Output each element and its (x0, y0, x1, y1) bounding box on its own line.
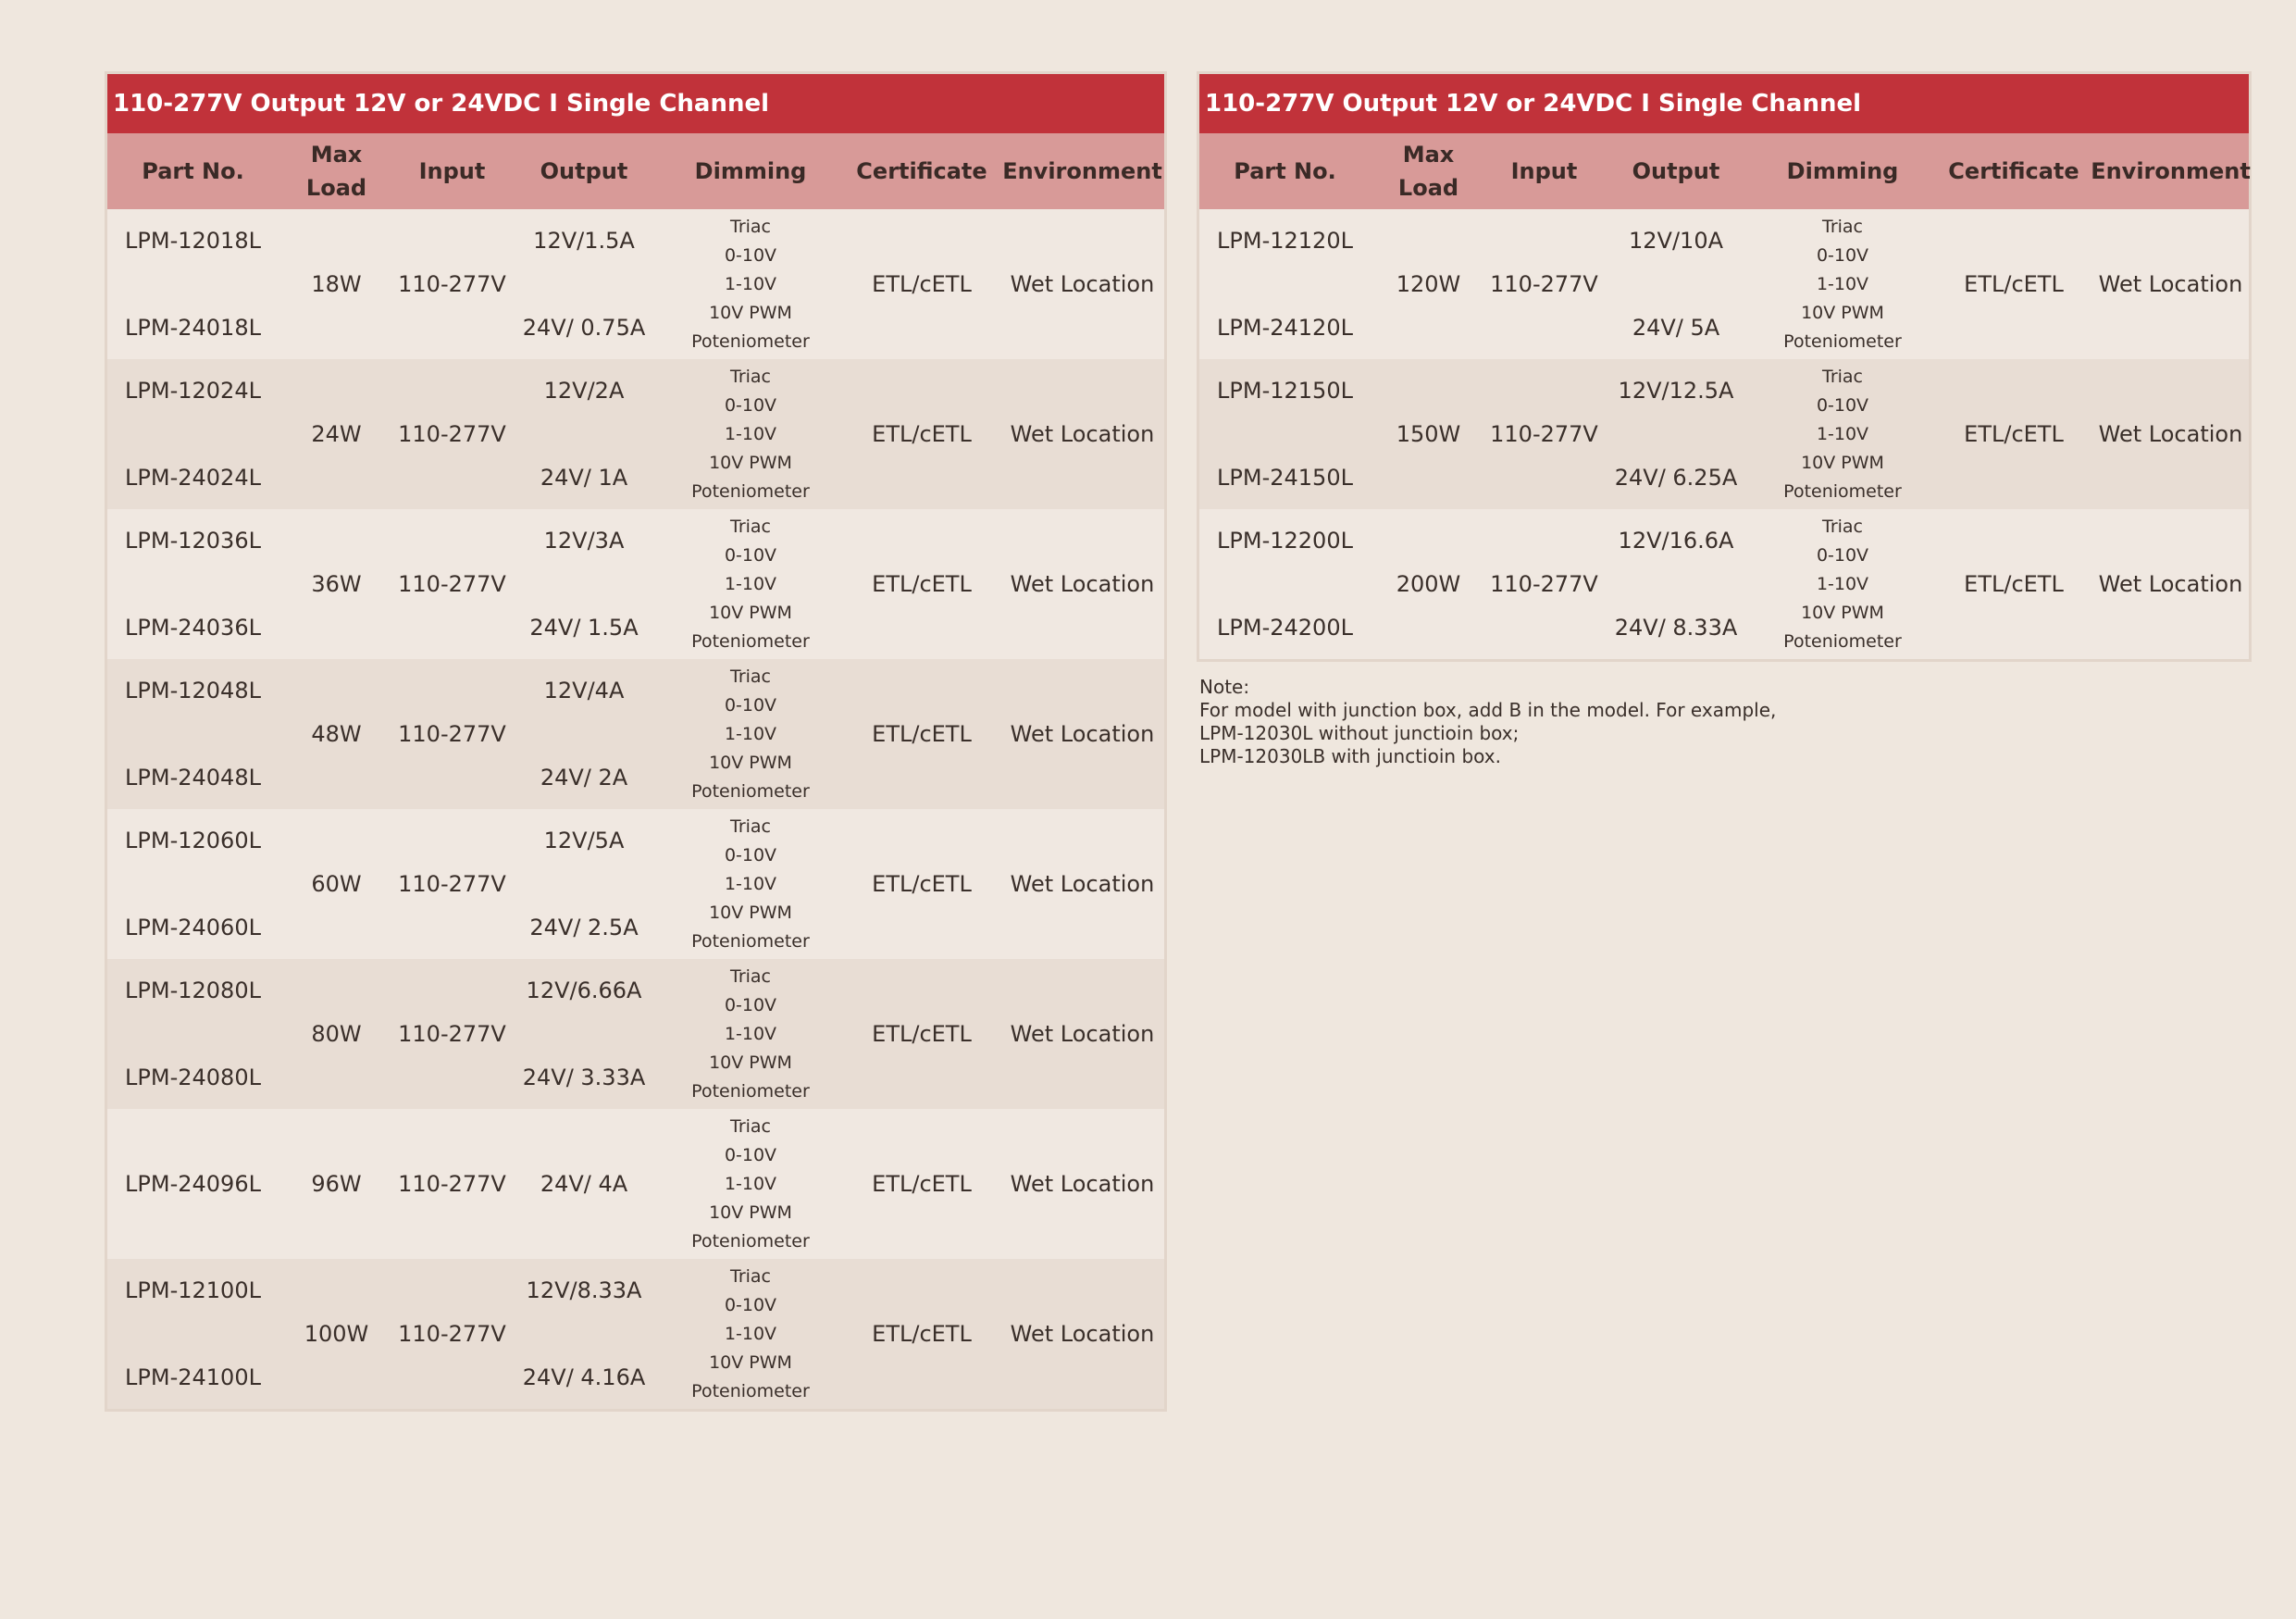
note-line: LPM-12030L without junctioin box; (1199, 722, 1520, 744)
output-value: 24V/ 3.33A (522, 1065, 646, 1090)
output-cell (510, 959, 658, 1109)
header-max-load-line1: Max (1402, 142, 1455, 168)
table-row (1199, 509, 2249, 659)
output-value: 12V/16.6A (1618, 528, 1734, 554)
dimming-option: 1-10V (1816, 273, 1869, 294)
table-row (107, 509, 1164, 659)
input-value: 110-277V (1490, 571, 1598, 597)
output-cell (510, 1109, 658, 1259)
output-value: 24V/ 1A (540, 465, 628, 491)
environment-value: Wet Location (2098, 271, 2243, 297)
header-certificate: Certificate (856, 158, 987, 184)
header-output: Output (540, 158, 628, 184)
table-body (1199, 209, 2249, 659)
certificate-cell (843, 659, 1000, 809)
max-load-cell (279, 959, 394, 1109)
environment-cell (1000, 1259, 1164, 1409)
output-cell (510, 209, 658, 359)
note-label: Note: (1199, 676, 1250, 698)
dimming-cell (1750, 359, 1935, 509)
certificate-value: ETL/cETL (872, 1171, 972, 1197)
output-value: 12V/10A (1629, 228, 1723, 254)
output-value: 24V/ 2A (540, 765, 628, 791)
output-value: 12V/12.5A (1618, 378, 1734, 404)
input-cell (394, 959, 510, 1109)
environment-value: Wet Location (1010, 721, 1155, 747)
dimming-cell (658, 359, 843, 509)
part-number: LPM-24096L (125, 1171, 261, 1197)
certificate-value: ETL/cETL (872, 721, 972, 747)
dimming-option: 1-10V (724, 573, 777, 594)
input-cell (394, 209, 510, 359)
input-cell (394, 1109, 510, 1259)
output-value: 12V/5A (543, 828, 625, 853)
output-value: 12V/3A (543, 528, 625, 554)
max-load-cell (279, 359, 394, 509)
output-value: 12V/8.33A (526, 1277, 642, 1303)
table-row (107, 809, 1164, 959)
header-environment: Environment (1002, 158, 1162, 184)
certificate-cell (843, 209, 1000, 359)
dimming-option: 10V PWM (709, 1052, 792, 1073)
environment-value: Wet Location (1010, 1171, 1155, 1197)
dimming-option: Triac (730, 1116, 771, 1138)
dimming-option: 0-10V (1816, 395, 1869, 417)
dimming-option: Triac (1822, 517, 1863, 538)
note-line: LPM-12030LB with junctioin box. (1199, 745, 1501, 767)
part-number-cell (1199, 359, 1371, 509)
output-cell (510, 1259, 658, 1409)
part-number-cell (107, 509, 279, 659)
dimming-option: Poteniometer (1783, 630, 1902, 652)
certificate-value: ETL/cETL (872, 421, 972, 447)
environment-cell (1000, 509, 1164, 659)
max-load-value: 18W (311, 271, 362, 297)
part-number: LPM-24048L (125, 765, 261, 791)
part-number: LPM-24120L (1217, 315, 1353, 341)
dimming-option: 1-10V (724, 273, 777, 294)
output-value: 12V/6.66A (526, 978, 642, 1003)
dimming-option: Poteniometer (691, 1380, 810, 1401)
environment-cell (1000, 359, 1164, 509)
dimming-cell (658, 659, 843, 809)
header-max-load-line2: Load (1397, 175, 1459, 201)
part-number-cell (1199, 209, 1371, 359)
output-value: 12V/2A (543, 378, 625, 404)
part-number: LPM-24100L (125, 1364, 261, 1390)
max-load-cell (279, 659, 394, 809)
environment-cell (1000, 209, 1164, 359)
max-load-value: 48W (311, 721, 362, 747)
dimming-option: 1-10V (724, 423, 777, 444)
environment-value: Wet Location (1010, 1021, 1155, 1047)
max-load-value: 200W (1396, 571, 1461, 597)
dimming-option: Triac (730, 666, 771, 688)
input-cell (394, 659, 510, 809)
certificate-value: ETL/cETL (1964, 571, 2064, 597)
output-value: 24V/ 2.5A (529, 915, 639, 940)
header-part-no: Part No. (1234, 158, 1336, 184)
dimming-option: Poteniometer (691, 780, 810, 802)
dimming-cell (658, 509, 843, 659)
environment-value: Wet Location (1010, 1321, 1155, 1347)
dimming-option: Poteniometer (1783, 330, 1902, 352)
dimming-cell (658, 809, 843, 959)
header-max-load-line2: Load (305, 175, 367, 201)
dimming-option: 10V PWM (709, 302, 792, 323)
part-number: LPM-24018L (125, 315, 261, 341)
environment-cell (2092, 509, 2249, 659)
certificate-value: ETL/cETL (1964, 421, 2064, 447)
dimming-option: Poteniometer (691, 480, 810, 502)
certificate-cell (843, 809, 1000, 959)
dimming-option: 10V PWM (709, 602, 792, 623)
output-value: 24V/ 5A (1632, 315, 1720, 341)
input-value: 110-277V (398, 421, 506, 447)
dimming-option: 10V PWM (709, 452, 792, 473)
table-title: 110-277V Output 12V or 24VDC I Single Channel (107, 74, 1164, 133)
part-number-cell (107, 1109, 279, 1259)
certificate-value: ETL/cETL (872, 571, 972, 597)
right-spec-table (1199, 74, 2249, 659)
header-max-load (1371, 138, 1486, 205)
max-load-value: 24W (311, 421, 362, 447)
output-value: 12V/4A (543, 678, 625, 704)
note-line: For model with junction box, add B in the model. For example, (1199, 699, 1777, 721)
dimming-option: 10V PWM (709, 752, 792, 773)
environment-value: Wet Location (2098, 421, 2243, 447)
dimming-option: 0-10V (724, 845, 777, 866)
part-number: LPM-24024L (125, 465, 261, 491)
part-number: LPM-12120L (1217, 228, 1353, 254)
environment-value: Wet Location (1010, 421, 1155, 447)
dimming-option: 0-10V (724, 245, 777, 267)
output-cell (510, 359, 658, 509)
part-number: LPM-12150L (1217, 378, 1353, 404)
max-load-value: 36W (311, 571, 362, 597)
dimming-cell (1750, 509, 1935, 659)
input-cell (1486, 509, 1602, 659)
max-load-cell (1371, 209, 1486, 359)
certificate-cell (843, 1109, 1000, 1259)
dimming-cell (658, 959, 843, 1109)
dimming-option: 0-10V (724, 995, 777, 1016)
input-value: 110-277V (1490, 421, 1598, 447)
input-value: 110-277V (398, 271, 506, 297)
dimming-option: 0-10V (1816, 245, 1869, 267)
dimming-option: 1-10V (724, 1323, 777, 1344)
max-load-cell (279, 209, 394, 359)
input-cell (394, 359, 510, 509)
part-number-cell (1199, 509, 1371, 659)
header-input: Input (1510, 158, 1578, 184)
dimming-option: Triac (730, 367, 771, 388)
dimming-option: 0-10V (724, 545, 777, 567)
dimming-option: 1-10V (724, 1173, 777, 1194)
environment-cell (2092, 359, 2249, 509)
certificate-value: ETL/cETL (872, 871, 972, 897)
header-dimming: Dimming (694, 158, 807, 184)
table-header-row (1199, 133, 2249, 209)
dimming-option: 10V PWM (1801, 452, 1884, 473)
table-title: 110-277V Output 12V or 24VDC I Single Channel (1199, 74, 2249, 133)
output-cell (510, 509, 658, 659)
environment-cell (1000, 1109, 1164, 1259)
part-number-cell (107, 809, 279, 959)
table-row (107, 959, 1164, 1109)
output-cell (1602, 359, 1750, 509)
input-value: 110-277V (398, 871, 506, 897)
environment-cell (1000, 959, 1164, 1109)
dimming-option: 1-10V (724, 873, 777, 894)
part-number: LPM-12060L (125, 828, 261, 853)
max-load-value: 96W (311, 1171, 362, 1197)
dimming-option: 0-10V (724, 1295, 777, 1316)
certificate-cell (843, 509, 1000, 659)
environment-value: Wet Location (1010, 571, 1155, 597)
certificate-cell (843, 1259, 1000, 1409)
table-header-row (107, 133, 1164, 209)
max-load-cell (1371, 509, 1486, 659)
output-value: 24V/ 8.33A (1614, 615, 1738, 641)
environment-value: Wet Location (1010, 871, 1155, 897)
dimming-option: 0-10V (1816, 545, 1869, 567)
dimming-option: Poteniometer (691, 1230, 810, 1252)
header-environment: Environment (2091, 158, 2251, 184)
dimming-option: 0-10V (724, 695, 777, 716)
dimming-cell (1750, 209, 1935, 359)
table-row (1199, 359, 2249, 509)
dimming-option: Triac (730, 517, 771, 538)
dimming-option: 10V PWM (709, 902, 792, 923)
dimming-option: 10V PWM (1801, 602, 1884, 623)
certificate-value: ETL/cETL (872, 271, 972, 297)
dimming-option: Poteniometer (691, 930, 810, 952)
input-cell (394, 509, 510, 659)
environment-cell (1000, 659, 1164, 809)
dimming-cell (658, 1259, 843, 1409)
dimming-option: Triac (1822, 217, 1863, 238)
part-number-cell (107, 659, 279, 809)
output-value: 24V/ 6.25A (1614, 465, 1738, 491)
table-row (107, 359, 1164, 509)
dimming-option: 10V PWM (709, 1351, 792, 1373)
table-row (1199, 209, 2249, 359)
dimming-option: Triac (730, 816, 771, 838)
table-row (107, 209, 1164, 359)
dimming-option: 1-10V (1816, 423, 1869, 444)
dimming-option: 0-10V (724, 395, 777, 417)
header-part-no: Part No. (142, 158, 244, 184)
input-cell (1486, 359, 1602, 509)
part-number-cell (107, 959, 279, 1109)
output-value: 12V/1.5A (533, 228, 635, 254)
part-number: LPM-24036L (125, 615, 261, 641)
dimming-option: 1-10V (724, 1023, 777, 1044)
dimming-option: Poteniometer (691, 1080, 810, 1102)
input-value: 110-277V (398, 571, 506, 597)
certificate-cell (1935, 509, 2092, 659)
header-input: Input (418, 158, 486, 184)
output-cell (510, 809, 658, 959)
environment-value: Wet Location (2098, 571, 2243, 597)
table-row (107, 1259, 1164, 1409)
dimming-option: Triac (730, 217, 771, 238)
part-number: LPM-12018L (125, 228, 261, 254)
part-number-cell (107, 209, 279, 359)
header-max-load (279, 138, 394, 205)
input-value: 110-277V (398, 1171, 506, 1197)
output-cell (1602, 509, 1750, 659)
dimming-option: 10V PWM (1801, 302, 1884, 323)
header-certificate: Certificate (1948, 158, 2079, 184)
header-dimming: Dimming (1786, 158, 1899, 184)
header-max-load-line1: Max (310, 142, 363, 168)
part-number-cell (107, 1259, 279, 1409)
input-value: 110-277V (398, 1021, 506, 1047)
part-number: LPM-12080L (125, 978, 261, 1003)
certificate-cell (1935, 209, 2092, 359)
certificate-cell (843, 359, 1000, 509)
note-block (1199, 676, 1847, 768)
part-number: LPM-12200L (1217, 528, 1353, 554)
part-number: LPM-24150L (1217, 465, 1353, 491)
dimming-option: Poteniometer (691, 630, 810, 652)
dimming-option: 0-10V (724, 1145, 777, 1166)
output-value: 24V/ 0.75A (522, 315, 646, 341)
dimming-option: 1-10V (724, 723, 777, 744)
environment-value: Wet Location (1010, 271, 1155, 297)
part-number: LPM-24060L (125, 915, 261, 940)
certificate-value: ETL/cETL (1964, 271, 2064, 297)
table-body (107, 209, 1164, 1409)
left-spec-table (107, 74, 1164, 1409)
input-cell (394, 809, 510, 959)
output-value: 24V/ 4.16A (522, 1364, 646, 1390)
dimming-option: Triac (730, 1266, 771, 1288)
table-row (107, 659, 1164, 809)
certificate-value: ETL/cETL (872, 1021, 972, 1047)
max-load-value: 150W (1396, 421, 1461, 447)
dimming-option: Poteniometer (691, 330, 810, 352)
max-load-value: 120W (1396, 271, 1461, 297)
dimming-option: 10V PWM (709, 1202, 792, 1223)
environment-cell (2092, 209, 2249, 359)
max-load-cell (279, 509, 394, 659)
input-cell (1486, 209, 1602, 359)
part-number: LPM-12024L (125, 378, 261, 404)
certificate-cell (1935, 359, 2092, 509)
input-cell (394, 1259, 510, 1409)
dimming-option: Poteniometer (1783, 480, 1902, 502)
certificate-cell (843, 959, 1000, 1109)
max-load-value: 60W (311, 871, 362, 897)
part-number: LPM-24200L (1217, 615, 1353, 641)
dimming-cell (658, 1109, 843, 1259)
header-output: Output (1632, 158, 1720, 184)
dimming-option: 1-10V (1816, 573, 1869, 594)
environment-cell (1000, 809, 1164, 959)
output-value: 24V/ 1.5A (529, 615, 639, 641)
dimming-cell (658, 209, 843, 359)
part-number: LPM-24080L (125, 1065, 261, 1090)
output-cell (1602, 209, 1750, 359)
max-load-value: 80W (311, 1021, 362, 1047)
input-value: 110-277V (398, 1321, 506, 1347)
part-number: LPM-12100L (125, 1277, 261, 1303)
max-load-cell (1371, 359, 1486, 509)
input-value: 110-277V (398, 721, 506, 747)
part-number: LPM-12048L (125, 678, 261, 704)
max-load-cell (279, 809, 394, 959)
table-row (107, 1109, 1164, 1259)
input-value: 110-277V (1490, 271, 1598, 297)
output-cell (510, 659, 658, 809)
max-load-cell (279, 1259, 394, 1409)
max-load-value: 100W (304, 1321, 369, 1347)
max-load-cell (279, 1109, 394, 1259)
output-value: 24V/ 4A (540, 1171, 628, 1197)
dimming-option: Triac (1822, 367, 1863, 388)
part-number: LPM-12036L (125, 528, 261, 554)
certificate-value: ETL/cETL (872, 1321, 972, 1347)
dimming-option: Triac (730, 966, 771, 988)
part-number-cell (107, 359, 279, 509)
